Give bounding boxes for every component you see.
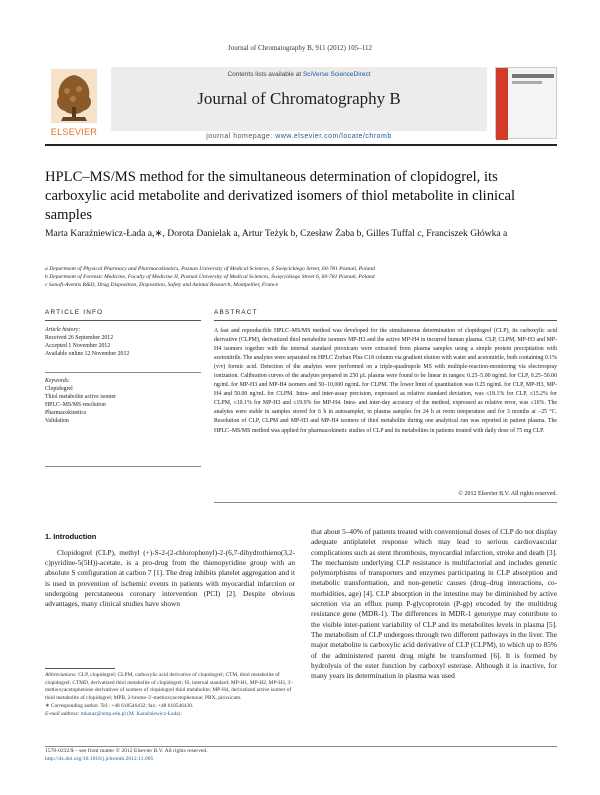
keywords-rule (45, 466, 201, 467)
email-label: E-mail address: (45, 710, 80, 717)
front-matter-line: 1570-0232/$ – see front matter © 2012 Elsevier B.V. All rights reserved. (45, 748, 208, 754)
abstract-text: A fast and reproducible HPLC–MS/MS method was developed for the simultaneous determination of clopidogrel (CLP), its carboxylic acid derivative (CLPM), derivatized thiol metabolite isomers MP-H3 and the active MP-H4 in incurred human plasma. CLP, CLPM, MP-H3 and MP-H4 isomers together with the internal standard piroxicam were extracted from plasma samples using a simple protein precipitation with acetonitrile. The analytes were separated on HPLC Zorbax Plus C18 column via gradient elution with water and acetonitrile, both containing 0.1% (v/v) formic acid. Detection of the analytes were performed on a triple-quadrupole MS with multiple-reaction-monitoring via electrospray ionization. Calibration curves of the analytes prepared in 250 μL plasma were found to be linear in ranges: 0.25–5.00 ng/mL for CLP, 0.25–50.00 ng/mL for MP-H3 and MP-H4 isomers and 50–10,000 ng/mL for CLPM. The lower limit of quantitation was 0.25 ng/mL for CLP, MP-H3, MP-H4 and 50.00 ng/mL for CLPM. Intra- and inter-assay precision, expressed as relative standard deviation, was ≤18.1% for CLP, ≤15.2% for CLPM, ≤10.1% for MP-H3 and ≤19.9% for MP-H4. Intra- and inter-day accuracy of the method, expressed as relative error, was ≤16%. The analytes were stable in samples stored for 6 h in autosampler, in plasma samples for 24 h at room temperature and for 3 months at −25 °C. Resolution of CLP, CLPM and MP-H3 and MP-H4 isomers of thiol metabolite during one analytical run was reported in patient plasma. The HPLC–MS/MS method was applied for pharmacokinetic studies of CLP and its metabolites in patients treated with daily dose of 75 mg CLP. (214, 328, 557, 434)
keywords (45, 377, 201, 425)
affiliation-b: b Department of Forensic Medicine, Faculty of Medicine II, Poznań University of Medical Sciences, Święcickiego Street 6, 60-781 Poznań, Poland (45, 274, 375, 280)
article-info-rule (45, 320, 201, 321)
affiliations (45, 265, 557, 289)
cover-band (496, 68, 508, 140)
journal-cover-thumbnail (495, 67, 557, 139)
abstract-end-rule (214, 502, 557, 503)
issn-block (45, 748, 345, 763)
homepage-line (111, 133, 487, 140)
cover-text-line (512, 81, 542, 84)
keywords-label: Keywords: (45, 378, 70, 384)
abbreviations-text: CLP, clopidogrel; CLPM, carboxylic acid derivative of clopidogrel; CTM, thiol metabolite of clopidogrel; CTMD, derivatized thiol metabolite of clopidogrel; IS, internal standard; MP-H1, MP-H2, MP-H3, 3′-methoxyacetophenone derivatives of isomers of clopidogrel thiol metabolite; MP-H4, derivatized active isomer of thiol metabolite of clopidogrel; MPB, 2-bromo-3′-methoxyacetophenone; PRX, piroxicam. (45, 672, 294, 702)
keyword: HPLC–MS/MS resolution (45, 402, 106, 408)
publisher-name: ELSEVIER (50, 127, 98, 137)
footnotes (45, 672, 295, 718)
running-header: Journal of Chromatography B, 911 (2012) 105–112 (228, 44, 372, 52)
history-received: Received 26 September 2012 (45, 335, 114, 341)
contents-prefix: Contents lists available at (227, 71, 303, 78)
journal-title: Journal of Chromatography B (197, 89, 401, 108)
copyright-line: © 2012 Elsevier B.V. All rights reserved. (458, 491, 557, 497)
introduction-column-2: that about 5–40% of patients treated with conventional doses of CLP do not display adequate antiplatelet response which may lead to serious cardiovascular complications such as stent thrombosis, myocardial infarction, stroke and death [3]. The mechanism underlying CLP resistance is multifactorial and includes genetic polymorphisms of transporters and enzymes participating in CLP absorption and metabolic transformation, and non-genetic causes (drug–drug interactions, co-morbidities, age) [4]. CLP absorption in the intestine may be diminished by active secretion via an efflux pump P-glycoprotein (P-gp) encoded by the multidrug resistance gene (MDR-1). The differences in MDR-1 genotype may contribute to the visible inter-patient variability of CLP and its metabolites levels in plasma [5]. The metabolism of CLP undergoes through two different pathways in the liver. The major metabolite is carboxylic acid derivative of CLP (CLPM), to which up to 85% of the administered parent drug might be transformed [6]. It is formed by hydrolysis of the ester function by carboxyl esterase. Although it is inactive, for many years its determination in plasma was used (311, 527, 557, 681)
article-title: HPLC–MS/MS method for the simultaneous determination of clopidogrel, its carboxylic acid metabolite and derivatized isomers of thiol metabolite in clinical samples (45, 169, 516, 223)
journal-masthead (111, 67, 487, 131)
introduction-column-1: Clopidogrel (CLP), methyl (+)-S-2-(2-chlorophenyl)-2-(6,7-dihydrothieno(3,2-c)pyridine-5(5H))-acetate, is a pro-drug from the thienopyridine group with an absolute S configuration at carbon 7 [1]. The drug inhibits platelet aggregation and it is used in prevention of ischemic events in patients with myocardial infarction or undergoing percutaneous coronary intervention (PCI) [2]. Despite obvious advantages, many clinical studies have shown (45, 548, 295, 609)
keyword: Pharmacokinetics (45, 410, 87, 416)
article-info-heading: ARTICLE INFO (45, 309, 104, 316)
affiliation-c: c Sanofi-Aventis R&D, Drug Disposition, Disposition, Safety and Animal Research, Montpellier, France (45, 282, 279, 288)
journal-banner (45, 67, 557, 141)
sciencedirect-link[interactable]: SciVerse ScienceDirect (302, 71, 371, 78)
abbreviations-label: Abbreviations: (45, 672, 77, 678)
abbreviations-footnote (45, 672, 295, 703)
history-rule (45, 372, 201, 373)
cover-text-line (512, 74, 554, 78)
abstract-heading: ABSTRACT (214, 309, 258, 316)
history-online: Available online 12 November 2012 (45, 351, 130, 357)
homepage-link[interactable]: www.elsevier.com/locate/chromb (275, 133, 392, 140)
banner-rule (45, 144, 557, 146)
footnote-rule (45, 668, 115, 669)
corresponding-author: ∗ Corresponding author. Tel.: +48 618546432; fax: +48 618546430. (45, 702, 194, 709)
author-list: Marta Karaźniewicz-Łada a,∗, Dorota Danielak a, Artur Teżyk b, Czesław Żaba b, Gilles Tuffal c, Franciszek Główka a (45, 228, 508, 239)
contents-line (111, 71, 487, 78)
affiliation-a: a Department of Physical Pharmacy and Pharmacokinetics, Poznan University of Medical Sciences, 6 Święcickiego Street, 60-781 Poznań, Poland (45, 266, 375, 272)
keyword: Clopidogrel (45, 386, 73, 392)
history-accepted: Accepted 1 November 2012 (45, 343, 111, 349)
keyword: Thiol metabolite active isomer (45, 394, 116, 400)
article-history (45, 326, 201, 358)
email-footnote (45, 711, 295, 719)
introduction-heading: 1. Introduction (45, 532, 97, 541)
email-link[interactable]: mkaraz@ump.edu.pl (M. Karaźniewicz-Łada). (80, 710, 182, 717)
history-label: Article history: (45, 327, 81, 333)
doi-link[interactable]: http://dx.doi.org/10.1016/j.jchromb.2012.11.005 (45, 755, 154, 762)
abstract-rule (214, 320, 557, 321)
homepage-prefix: journal homepage: (206, 133, 276, 140)
bottom-rule (45, 746, 557, 747)
keyword: Validation (45, 418, 69, 424)
